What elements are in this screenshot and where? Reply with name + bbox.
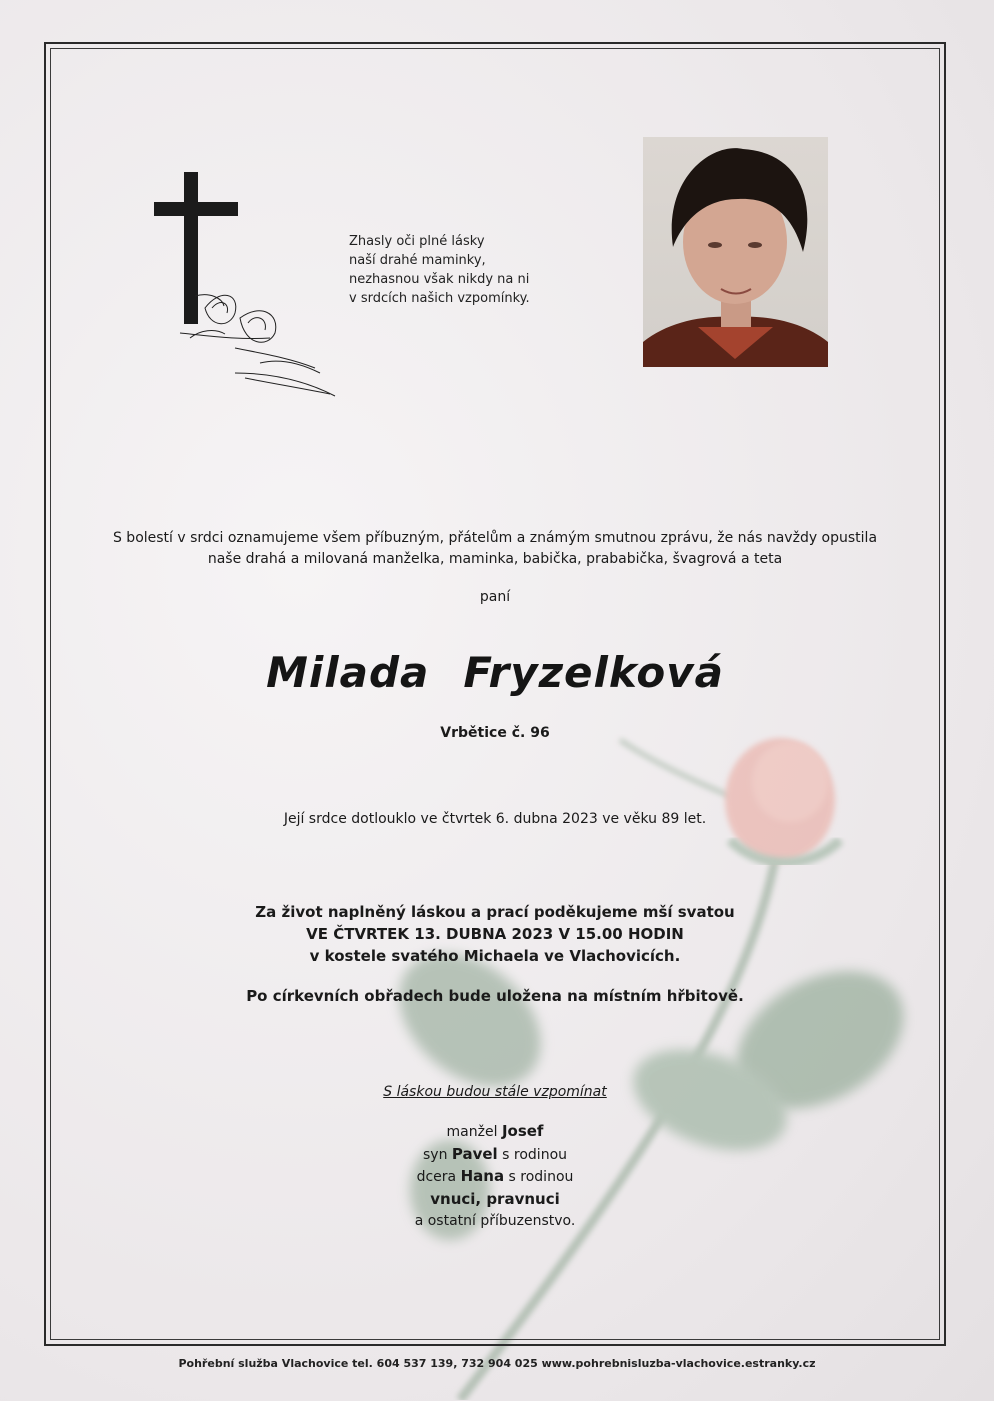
mourner-relation: dcera: [416, 1169, 457, 1185]
mourner: [50, 1189, 940, 1212]
mourner: [50, 1121, 940, 1144]
funeral-place: v kostele svatého Michaela ve Vlachovicích.: [309, 947, 681, 965]
poem-line: v srdcích našich vzpomínky.: [349, 291, 530, 306]
mourner-name: Pavel: [451, 1144, 498, 1163]
mourner: [50, 1166, 940, 1189]
mourner-suffix: s rodinou: [502, 1146, 568, 1163]
deceased-name: [50, 648, 940, 697]
funeral-service-footer: Pohřební služba Vlachovice tel. 604 537 139, 732 904 025 www.pohrebnisluzba-vlachovice.estranky.cz: [178, 1357, 816, 1370]
mourners-list: [50, 1121, 940, 1233]
announcement-text: [50, 528, 940, 570]
memorial-poem: [349, 232, 569, 308]
funeral-date: VE ČTVRTEK 13. DUBNA 2023 V 15.00 HODIN: [306, 925, 684, 943]
funeral-info: [50, 901, 940, 967]
poem-line: naší drahé maminky,: [349, 253, 486, 268]
mourner-relation: manžel: [446, 1124, 498, 1140]
mourner: [50, 1211, 940, 1233]
death-notice: Její srdce dotlouklo ve čtvrtek 6. dubna 2023 ve věku 89 let.: [283, 811, 707, 827]
funeral-line: Za život naplněný láskou a prací poděkujeme mší svatou: [255, 903, 735, 921]
announcement-line: naše drahá a milovaná manželka, maminka, babička, prababička, švagrová a teta: [207, 551, 783, 567]
portrait-photo: [643, 137, 828, 367]
announcement-line: S bolestí v srdci oznamujeme všem příbuzným, přátelům a známým smutnou zprávu, že nás navždy opustila: [112, 530, 878, 546]
mourner-suffix: s rodinou: [508, 1169, 574, 1185]
first-name: Milada: [266, 648, 430, 697]
mourner: [50, 1144, 940, 1167]
portrait-image: [643, 137, 828, 367]
mourner-relation: a ostatní příbuzenstvo.: [414, 1213, 576, 1229]
poem-line: Zhasly oči plné lásky: [349, 234, 485, 249]
mourner-relation: syn: [422, 1146, 448, 1163]
address: Vrbětice č. 96: [440, 725, 550, 741]
mourner-name: vnuci, pravnuci: [430, 1189, 560, 1208]
poem-line: nezhasnou však nikdy na ni: [349, 272, 530, 287]
mourner-name: Josef: [501, 1122, 544, 1140]
burial-info: Po církevních obřadech bude uložena na místním hřbitově.: [246, 987, 744, 1005]
mourner-name: Hana: [460, 1167, 505, 1185]
mourners-heading: S láskou budou stále vzpomínat: [383, 1084, 607, 1100]
last-name: Fryzelková: [463, 648, 724, 697]
cross-with-flowers-icon: [150, 168, 350, 408]
honorific: paní: [479, 589, 511, 605]
